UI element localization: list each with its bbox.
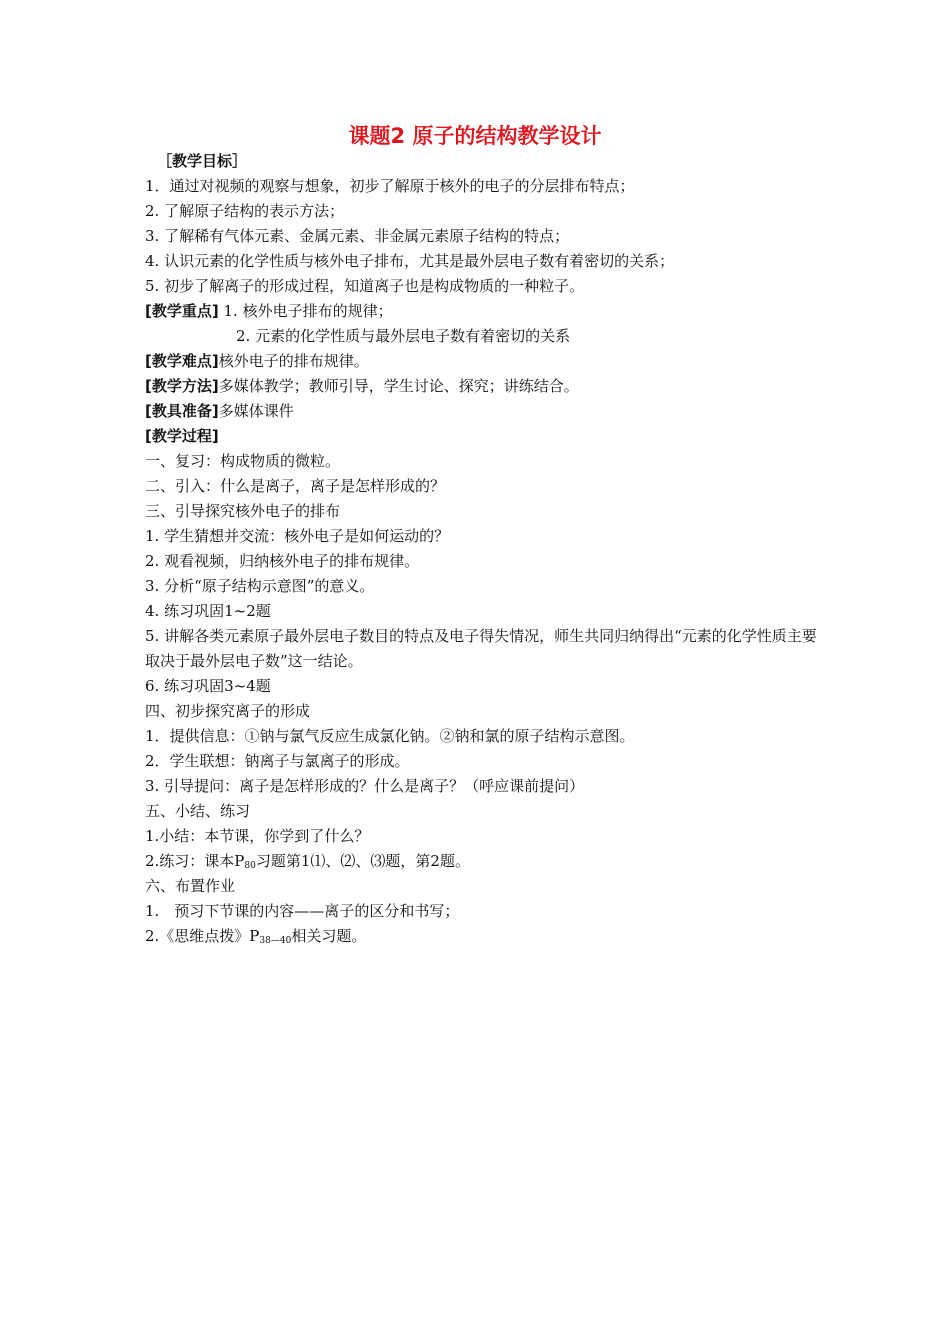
list-item: 5. 讲解各类元素原子最外层电子数目的特点及电子得失情况，师生共同归纳得出“元素的化学性质主要取决于最外层电子数”这一结论。 (145, 627, 817, 670)
methods-row (145, 374, 825, 399)
homework-text-start: 2.《思维点拨》P (145, 927, 260, 945)
difficulty-text: 核外电子的排布规律。 (218, 352, 369, 370)
difficulty-row (145, 349, 825, 374)
key-points-row (145, 299, 825, 324)
tools-row (145, 399, 825, 424)
list-item: 1.小结：本节课，你学到了什么？ (145, 827, 370, 845)
section-heading: 四、初步探究离子的形成 (145, 702, 311, 720)
key-point-item: 1. 核外电子排布的规律； (223, 302, 393, 320)
objectives-header: ［教学目标］ (157, 152, 248, 170)
section-heading: 三、引导探究核外电子的排布 (145, 502, 341, 520)
objective-item: 1．通过对视频的观察与想象，初步了解原于核外的电子的分层排布特点； (145, 177, 635, 195)
objective-item: 4. 认识元素的化学性质与核外电子排布，尤其是最外层电子数有着密切的关系； (145, 252, 675, 270)
methods-text: 多媒体教学；教师引导，学生讨论、探究；讲练结合。 (218, 377, 579, 395)
objective-item: 2. 了解原子结构的表示方法； (145, 202, 345, 220)
homework-text-end: 相关习题。 (291, 927, 367, 945)
section-heading: 五、小结、练习 (145, 802, 251, 820)
list-item: 6. 练习巩固3~4题 (145, 677, 271, 695)
list-item: 2. 观看视频，归纳核外电子的排布规律。 (145, 552, 420, 570)
difficulty-label: [教学难点] (145, 352, 219, 370)
document-body (145, 149, 825, 949)
list-item: 1. 预习下节课的内容——离子的区分和书写； (145, 902, 460, 920)
document-title: 课题2 原子的结构教学设计 (348, 124, 602, 148)
list-item: 4. 练习巩固1~2题 (145, 602, 271, 620)
list-item: 3. 分析“原子结构示意图”的意义。 (145, 577, 375, 595)
list-item: 3. 引导提问：离子是怎样形成的？什么是离子？（呼应课前提问） (145, 777, 585, 795)
page-subscript: 38—40 (259, 936, 292, 946)
tools-label: [教具准备] (145, 402, 219, 420)
key-points-label: [教学重点] (145, 302, 219, 320)
exercise-text-start: 2.练习：课本P (145, 852, 245, 870)
objective-item: 3. 了解稀有气体元素、金属元素、非金属元素原子结构的特点； (145, 227, 570, 245)
exercise-text-end: 习题第1⑴、⑵、⑶题，第2题。 (255, 852, 470, 870)
list-item (145, 924, 825, 949)
list-item (145, 849, 825, 874)
page-subscript: 80 (244, 861, 256, 871)
tools-text: 多媒体课件 (218, 402, 294, 420)
key-point-item: 2. 元素的化学性质与最外层电子数有着密切的关系 (236, 327, 571, 345)
section-heading: 二、引入：什么是离子，离子是怎样形成的？ (145, 477, 446, 495)
list-item: 1．提供信息：①钠与氯气反应生成氯化钠。②钠和氯的原子结构示意图。 (145, 727, 635, 745)
section-heading: 一、复习：构成物质的微粒。 (145, 452, 341, 470)
methods-label: [教学方法] (145, 377, 219, 395)
process-header: [教学过程] (145, 427, 219, 445)
objective-item: 5. 初步了解离子的形成过程，知道离子也是构成物质的一种粒子。 (145, 277, 585, 295)
list-item: 1. 学生猜想并交流：核外电子是如何运动的？ (145, 527, 450, 545)
section-heading: 六、布置作业 (145, 877, 236, 895)
list-item: 2．学生联想：钠离子与氯离子的形成。 (145, 752, 410, 770)
